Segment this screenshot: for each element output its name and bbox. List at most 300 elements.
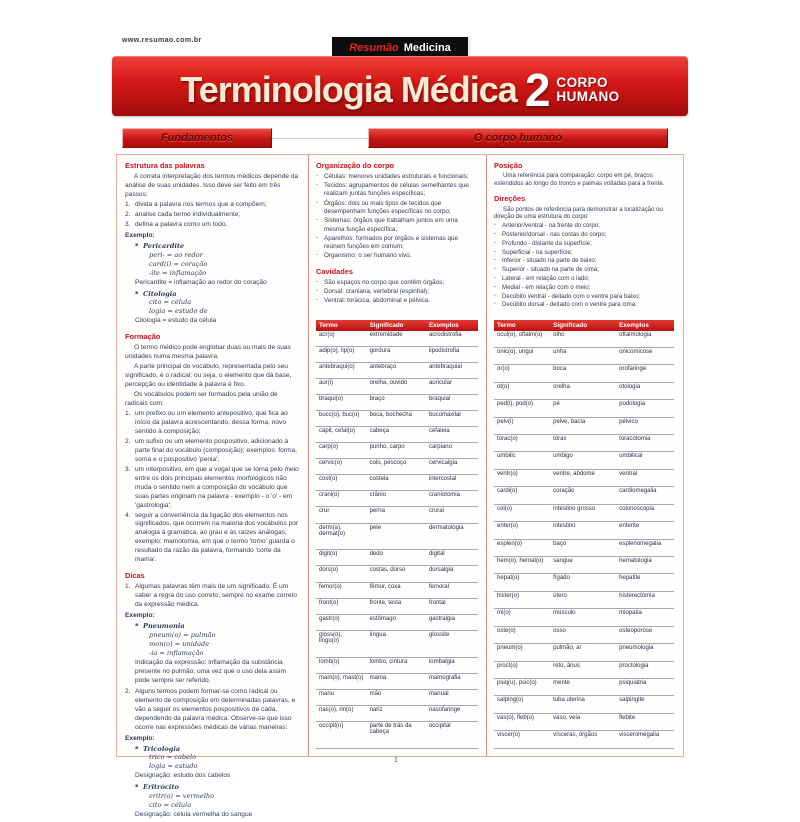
- table-cell: orofaringe: [616, 365, 674, 382]
- table-cell: psiquiatria: [616, 678, 674, 695]
- content-box: [116, 154, 684, 819]
- brand-badge: [332, 37, 471, 58]
- table-row: [494, 522, 674, 539]
- table-cell: punho, carpo: [367, 443, 426, 459]
- numbered-item: [125, 512, 301, 566]
- table-cell: onic(o), ungui: [494, 347, 550, 364]
- reference-table: [494, 320, 674, 749]
- table-cell: mama: [367, 673, 426, 689]
- publisher-url: www.resumao.com.br: [122, 37, 202, 44]
- reference-table: [316, 320, 478, 749]
- table-cell: craniotomia: [426, 491, 478, 507]
- table-cell: boca: [550, 365, 616, 382]
- paragraph: A correta interpretação dos termos médicos depende da análise de suas unidades. Isso deve ser feito em três passos:: [125, 173, 299, 198]
- table-cell: proct(o): [494, 661, 550, 678]
- table-row: [316, 346, 478, 362]
- table-cell: cardiomegalia: [616, 487, 674, 504]
- title-number: 2: [524, 64, 551, 116]
- table-cell: pé: [550, 400, 616, 417]
- bullet-item: ▪ Ventral: torácica, abdominal e pélvica.: [316, 297, 478, 305]
- section-heading: Cavidades: [316, 266, 353, 276]
- table-cell: sangue: [550, 557, 616, 574]
- table-cell: miopatia: [616, 609, 674, 626]
- item-number: 2.: [125, 437, 131, 445]
- table-row: [316, 673, 478, 689]
- table-row: [494, 331, 674, 347]
- table-cell: hepatite: [616, 574, 674, 591]
- example-part: cito = célula: [149, 801, 192, 810]
- page-number: 1: [394, 757, 398, 764]
- numbered-item: [125, 466, 301, 511]
- title-subtitle: [556, 76, 619, 104]
- table-cell: glossite: [426, 630, 478, 657]
- section-bar-corpo-humano: O corpo humano: [368, 128, 668, 148]
- table-cell: pelve, bacia: [550, 417, 616, 434]
- table-row: [316, 614, 478, 630]
- subtitle-line-1: CORPO: [556, 75, 608, 91]
- table-cell: occipit(o): [316, 721, 367, 748]
- bullet-item: ▪ São espaços no corpo que contêm órgãos;: [316, 279, 478, 287]
- example-part: logia = estudo de: [149, 307, 208, 316]
- table-cell: intestino: [550, 522, 616, 539]
- table-row: [316, 523, 478, 550]
- bullet-item: ▪ Órgãos: dois ou mais tipos de tecidos que desempenham funções específicas no corpo;: [316, 200, 478, 217]
- table-cell: otologia: [616, 382, 674, 399]
- table-cell: orelha, ouvido: [367, 378, 426, 394]
- table-cell: intercostal: [426, 475, 478, 491]
- numbered-item: [125, 688, 301, 733]
- table-row: [494, 644, 674, 661]
- table-cell: enterite: [616, 522, 674, 539]
- table-row: [494, 365, 674, 382]
- example-part: mon(o) = unidade: [149, 640, 210, 649]
- example-term: ▪ Eritrócito: [135, 783, 301, 792]
- table-cell: vísceras, órgãos: [550, 731, 616, 749]
- table-cell: reto, ânus: [550, 661, 616, 678]
- bullet-item: ▪ Superficial - na superfície;: [494, 249, 674, 257]
- column-corpo-direcoes: [494, 161, 674, 319]
- table-cell: antebraqui(o): [316, 362, 367, 378]
- table-cell: onicomicose: [616, 347, 674, 364]
- table-cell: bucc(o), buc(o): [316, 411, 367, 427]
- table-cell: torac(o): [494, 435, 550, 452]
- example-part: logia = estudo: [149, 762, 198, 771]
- table-cell: baço: [550, 539, 616, 556]
- table-cell: cervicalgia: [426, 459, 478, 475]
- table-row: [316, 459, 478, 475]
- table-orgaos-corpo: [494, 320, 674, 749]
- table-row: [494, 574, 674, 591]
- table-cell: crur: [316, 507, 367, 523]
- table-cell: proctologia: [616, 661, 674, 678]
- numbered-item: [125, 211, 301, 220]
- example-term: ▪ Tricologia: [135, 745, 301, 754]
- table-cell: toracotomia: [616, 435, 674, 452]
- table-cell: nas(o), rin(o): [316, 705, 367, 721]
- table-cell: hepat(o): [494, 574, 550, 591]
- table-cell: oste(o): [494, 626, 550, 643]
- example-part: pneum(o) = pulmão: [149, 631, 216, 640]
- table-header-cell: Exemplos: [426, 320, 478, 331]
- example-label: Exemplo:: [125, 231, 155, 239]
- table-cell: cost(o): [316, 475, 367, 491]
- numbered-item: [125, 438, 301, 465]
- table-row: [316, 411, 478, 427]
- table-cell: visceromegalia: [616, 731, 674, 749]
- table-cell: acr(o): [316, 331, 367, 346]
- item-text: analise cada termo individualmente;: [135, 210, 241, 218]
- item-number: 2.: [125, 687, 131, 695]
- bullet-item: ▪ Anterior/ventral - na frente do corpo;: [494, 222, 674, 230]
- table-cell: tuba uterina: [550, 696, 616, 713]
- bullet-item: ▪ Profundo - distante da superfície;: [494, 240, 674, 248]
- table-cell: histerectomia: [616, 591, 674, 608]
- table-cell: mam(o), mast(o): [316, 673, 367, 689]
- table-cell: femoral: [426, 582, 478, 598]
- example-part: -ia = inflamação: [149, 648, 204, 657]
- table-cell: pneum(o): [494, 644, 550, 661]
- table-cell: frontal: [426, 598, 478, 614]
- table-row: [494, 469, 674, 486]
- table-cell: pelv(i): [494, 417, 550, 434]
- table-row: [316, 394, 478, 410]
- table-cell: derm(a), dermat(o): [316, 523, 367, 550]
- table-cell: ped(i), pod(o): [494, 400, 550, 417]
- bullet-item: ▪ Superior - situado na parte de cima;: [494, 266, 674, 274]
- table-cell: tórax: [550, 435, 616, 452]
- table-cell: mão: [367, 689, 426, 705]
- example-result: Designação: célula vermelha do sangue: [135, 811, 253, 819]
- bullet-item: ▪ Posterior/dorsal - nas costas do corpo;: [494, 231, 674, 239]
- table-cell: intestino grosso: [550, 504, 616, 521]
- table-cell: orelha: [550, 382, 616, 399]
- table-cell: dermatologia: [426, 523, 478, 550]
- table-cell: ventre, abdome: [550, 469, 616, 486]
- item-number: 2.: [125, 210, 131, 218]
- table-cell: cardi(o): [494, 487, 550, 504]
- section-heading: Direções: [494, 194, 526, 204]
- table-cell: cabeça: [367, 427, 426, 443]
- table-cell: hematologia: [616, 557, 674, 574]
- table-cell: umbilic: [494, 452, 550, 469]
- table-cell: salpingite: [616, 696, 674, 713]
- table-row: [494, 731, 674, 749]
- example-term: ▪ Pneumonia: [135, 622, 301, 631]
- table-row: [316, 721, 478, 748]
- table-row: [316, 443, 478, 459]
- table-cell: adip(o), lip(o): [316, 346, 367, 362]
- table-row: [316, 657, 478, 673]
- table-cell: costas, dorso: [367, 566, 426, 582]
- table-row: [494, 382, 674, 399]
- numbered-item: [125, 201, 301, 210]
- section-heading: Posição: [494, 161, 523, 170]
- table-cell: mi(o): [494, 609, 550, 626]
- table-cell: cervic(o): [316, 459, 367, 475]
- table-row: [316, 630, 478, 657]
- paragraph: A parte principal do vocábulo, representada pelo seu significado, é o radical; ou seja, o elemento que dá base, percepção ou identidade à palavra é fixo.: [125, 363, 292, 389]
- table-row: [316, 427, 478, 443]
- item-number: 1.: [125, 200, 131, 208]
- title-row: [180, 64, 620, 116]
- table-cell: umbilical: [616, 452, 674, 469]
- item-text: um sufixo ou um elemento pospositivo, adicionado à parte final do vocábulo (composição); exemplos: forma, soma e o pospositivo 'penia';: [135, 437, 297, 463]
- table-cell: dors(o): [316, 566, 367, 582]
- table-cell: esplen(o): [494, 539, 550, 556]
- table-cell: digit(o): [316, 550, 367, 566]
- table-cell: antebraço: [367, 362, 426, 378]
- example-part: peri- = ao redor: [149, 250, 203, 259]
- table-header-cell: Exemplos: [616, 320, 674, 331]
- table-cell: or(o): [494, 365, 550, 382]
- item-number: 4.: [125, 511, 131, 519]
- table-cell: occipital: [426, 721, 478, 748]
- table-cell: osso: [550, 626, 616, 643]
- table-row: [494, 557, 674, 574]
- table-cell: viscer(o): [494, 731, 550, 749]
- table-cell: dorsalgia: [426, 566, 478, 582]
- table-cell: manual: [426, 689, 478, 705]
- table-cell: colonoscopia: [616, 504, 674, 521]
- table-cell: enter(o): [494, 522, 550, 539]
- table-row: [316, 507, 478, 523]
- table-cell: podologia: [616, 400, 674, 417]
- example-part: card(i) = coração: [149, 259, 208, 268]
- item-number: 3.: [125, 220, 131, 228]
- table-cell: dedo: [367, 550, 426, 566]
- numbered-item: [125, 410, 301, 437]
- item-text: Algumas palavras têm mais de um significado. É um saber a regra do uso correto, sempre no exame correto da expressão médica.: [135, 583, 297, 609]
- bullet-item: ▪ Aparelhos: formados por órgãos e sistemas que reúnem funções em comum;: [316, 235, 478, 252]
- table-row: [494, 487, 674, 504]
- table-row: [494, 626, 674, 643]
- example-part: cito = célula: [149, 298, 192, 307]
- table-row: [316, 378, 478, 394]
- example-result: Indicação da expressão: inflamação da substância presente no pulmão; uma vez que o uso dela assim pode sempre ser referido.: [135, 658, 287, 684]
- table-cell: lomb(o): [316, 657, 367, 673]
- table-row: [494, 609, 674, 626]
- column-divider-right: [486, 155, 487, 756]
- table-cell: costela: [367, 475, 426, 491]
- example-result: Citologia = estudo da célula: [135, 317, 217, 325]
- item-text: um interpositivo, em que a vogal que se torna pelo meio entre os dois principais elementos morfológicos não muda o sentido nem a composição do vocábulo que suas partes originam na palavra - exemplo - o 'o' - em 'gastrologia';: [135, 465, 299, 509]
- table-cell: fígado: [550, 574, 616, 591]
- table-row: [494, 435, 674, 452]
- item-text: um prefixo ou um elemento antepositivo, que fica ao início da palavra acrescentando, dessa forma, novo sentido à composição;: [135, 410, 288, 435]
- table-cell: braqui(o): [316, 394, 367, 410]
- table-cell: acrodistrofia: [426, 331, 478, 346]
- table-cell: vas(o), fleb(o): [494, 713, 550, 730]
- table-cell: pele: [367, 523, 426, 550]
- example-label: Exemplo:: [125, 612, 155, 620]
- table-cell: nasofaringe: [426, 705, 478, 721]
- table-cell: carp(o): [316, 443, 367, 459]
- paragraph: São pontos de referência para demonstrar a localização ou direção de uma estrutura do corpo:: [494, 205, 663, 221]
- table-cell: crani(o): [316, 491, 367, 507]
- table-cell: perna: [367, 507, 426, 523]
- table-cell: ventral: [616, 469, 674, 486]
- table-row: [494, 347, 674, 364]
- bullet-item: ▪ Decúbito ventral - deitado com o ventre para baixo;: [494, 293, 674, 301]
- paragraph: O termo médico pode englobar duas ou mais de suas unidades numa mesma palavra.: [125, 344, 291, 361]
- column-corpo-organizacao: [316, 161, 478, 319]
- paragraph: Os vocábulos podem ser formados pela união de radicais com:: [125, 391, 278, 408]
- table-cell: lipodistrofia: [426, 346, 478, 362]
- example-label: Exemplo:: [125, 734, 155, 742]
- table-cell: gloss(o), lingu(o): [316, 630, 367, 657]
- table-row: [494, 678, 674, 695]
- table-cell: extremidade: [367, 331, 426, 346]
- title-banner: [112, 56, 688, 116]
- table-cell: bucomaxilar: [426, 411, 478, 427]
- example-result: Designação: estudo dos cabelos: [135, 772, 231, 780]
- table-cell: vaso, veia: [550, 713, 616, 730]
- table-cell: gastralgia: [426, 614, 478, 630]
- table-cell: osteoporose: [616, 626, 674, 643]
- bullet-item: ▪ Inferior - situado na parte de baixo;: [494, 257, 674, 265]
- table-cell: fronte, testa: [367, 598, 426, 614]
- table-cell: fêmur, coxa: [367, 582, 426, 598]
- table-cell: cefaleia: [426, 427, 478, 443]
- table-header-cell: Significado: [367, 320, 426, 331]
- table-row: [494, 713, 674, 730]
- section-bar-fundamentos: Fundamentos: [122, 128, 272, 148]
- table-row: [316, 475, 478, 491]
- numbered-item: [125, 583, 301, 610]
- table-cell: front(o): [316, 598, 367, 614]
- table-cell: ocul(o), oftalm(o): [494, 331, 550, 347]
- brand-category: Medicina: [403, 41, 451, 54]
- section-heading: Estrutura das palavras: [125, 161, 205, 170]
- page-title: Terminologia Médica: [180, 69, 517, 110]
- item-number: 1.: [125, 583, 131, 591]
- table-cell: capit, cefal(o): [316, 427, 367, 443]
- table-cell: nariz: [367, 705, 426, 721]
- table-cell: pélvico: [616, 417, 674, 434]
- table-row: [494, 591, 674, 608]
- example-term: ▪ Citologia: [135, 290, 301, 299]
- column-fundamentos: [125, 161, 301, 822]
- table-cell: col(o): [494, 504, 550, 521]
- table-cell: esplenomegalia: [616, 539, 674, 556]
- bullet-item: ▪ Dorsal: craniana, vertebral (espinhal);: [316, 288, 478, 296]
- table-row: [494, 661, 674, 678]
- item-text: defina a palavra como um todo.: [135, 220, 228, 228]
- table-cell: carpiano: [426, 443, 478, 459]
- bullet-item: ▪ Decúbito dorsal - deitado com o ventre para cima.: [494, 301, 674, 309]
- bullet-item: ▪ Células: menores unidades estruturais e funcionais;: [316, 173, 478, 181]
- example-term: ▪ Pericardite: [135, 242, 301, 251]
- table-cell: aur(i): [316, 378, 367, 394]
- table-row: [494, 417, 674, 434]
- table-cell: mamografia: [426, 673, 478, 689]
- table-cell: crânio: [367, 491, 426, 507]
- table-cell: mente: [550, 678, 616, 695]
- table-row: [316, 331, 478, 346]
- table-cell: língua: [367, 630, 426, 657]
- table-cell: flebite: [616, 713, 674, 730]
- table-cell: olho: [550, 331, 616, 347]
- item-number: 1.: [125, 410, 131, 418]
- table-cell: gordura: [367, 346, 426, 362]
- table-cell: pneumologia: [616, 644, 674, 661]
- table-cell: lombalgia: [426, 657, 478, 673]
- table-cell: gastr(o): [316, 614, 367, 630]
- table-cell: hem(o), hemat(o): [494, 557, 550, 574]
- item-text: Alguns termos podem formar-se como radical ou elemento de composição em determinadas palavras, e vão a seguir os elementos pospositivos de cada, dependendo da palavra médica. Observe-se que isso ocorre nas expressões médicas de várias maneiras:: [135, 687, 296, 731]
- table-cell: útero: [550, 591, 616, 608]
- example-part: -ite = inflamação: [149, 268, 207, 277]
- table-cell: hister(o): [494, 591, 550, 608]
- bullet-item: ▪ Organismo: o ser humano vivo.: [316, 252, 478, 260]
- table-cell: digital: [426, 550, 478, 566]
- table-cell: músculo: [550, 609, 616, 626]
- table-row: [494, 539, 674, 556]
- table-cell: pulmão, ar: [550, 644, 616, 661]
- table-row: [316, 550, 478, 566]
- bullet-item: ▪ Tecidos: agrupamentos de células semelhantes que realizam juntas funções específicas;: [316, 182, 478, 199]
- section-heading: Dicas: [125, 571, 145, 581]
- table-cell: psiq(u), psic(o): [494, 678, 550, 695]
- table-cell: unha: [550, 347, 616, 364]
- table-cell: colo, pescoço: [367, 459, 426, 475]
- table-row: [494, 452, 674, 469]
- bullet-item: ▪ Lateral - em relação com o lado;: [494, 275, 674, 283]
- table-cell: manu: [316, 689, 367, 705]
- table-cell: umbigo: [550, 452, 616, 469]
- example-result: Pericardite = inflamação ao redor do coração: [135, 278, 267, 286]
- brand-name: Resumão: [349, 41, 399, 54]
- subtitle-line-2: HUMANO: [556, 89, 620, 104]
- table-row: [316, 598, 478, 614]
- table-cell: braço: [367, 394, 426, 410]
- item-text: seguir a conveniência da ligação dos elementos nos significados, que ocorrem na maioria dos vocábulos por analogia à gramática, ao grau e às raízes análogas; exemplo: mamotomia, em que o termo 'tomo' guarda o resultado da razão da palavra, formando 'corte da mama'.: [135, 511, 299, 564]
- table-cell: lombo, cintura: [367, 657, 426, 673]
- table-cell: boca, bochecha: [367, 411, 426, 427]
- table-row: [316, 362, 478, 378]
- table-row: [316, 582, 478, 598]
- table-row: [494, 696, 674, 713]
- table-header-cell: Termo: [494, 320, 550, 331]
- table-cell: auricular: [426, 378, 478, 394]
- table-row: [316, 491, 478, 507]
- column-divider-left: [308, 155, 309, 756]
- item-number: 3.: [125, 465, 131, 473]
- example-part: eritr(o) = vermelho: [149, 792, 215, 801]
- table-cell: coração: [550, 487, 616, 504]
- table-cell: salping(o): [494, 696, 550, 713]
- table-cell: ot(o): [494, 382, 550, 399]
- table-cell: crural: [426, 507, 478, 523]
- table-header-cell: Termo: [316, 320, 367, 331]
- table-row: [316, 566, 478, 582]
- table-row: [494, 400, 674, 417]
- table-cell: antebraquial: [426, 362, 478, 378]
- section-heading: Organização do corpo: [316, 161, 395, 170]
- table-row: [316, 689, 478, 705]
- numbered-item: [125, 221, 301, 230]
- section-heading: Formação: [125, 332, 161, 342]
- table-cell: braquial: [426, 394, 478, 410]
- paragraph: Uma referência para comparação: corpo em pé, braços estendidos ao longo do tronco e palmas voltadas para a frente.: [494, 172, 665, 188]
- bullet-item: ▪ Sistemas: órgãos que trabalham juntos em uma mesma função específica;: [316, 217, 478, 234]
- table-cell: femor(o): [316, 582, 367, 598]
- table-cell: ventr(o): [494, 469, 550, 486]
- example-part: trico = cabelo: [149, 753, 197, 762]
- table-regioes-corpo: [316, 320, 478, 749]
- item-text: divida a palavra nos termos que a compõem;: [135, 200, 267, 208]
- table-row: [494, 504, 674, 521]
